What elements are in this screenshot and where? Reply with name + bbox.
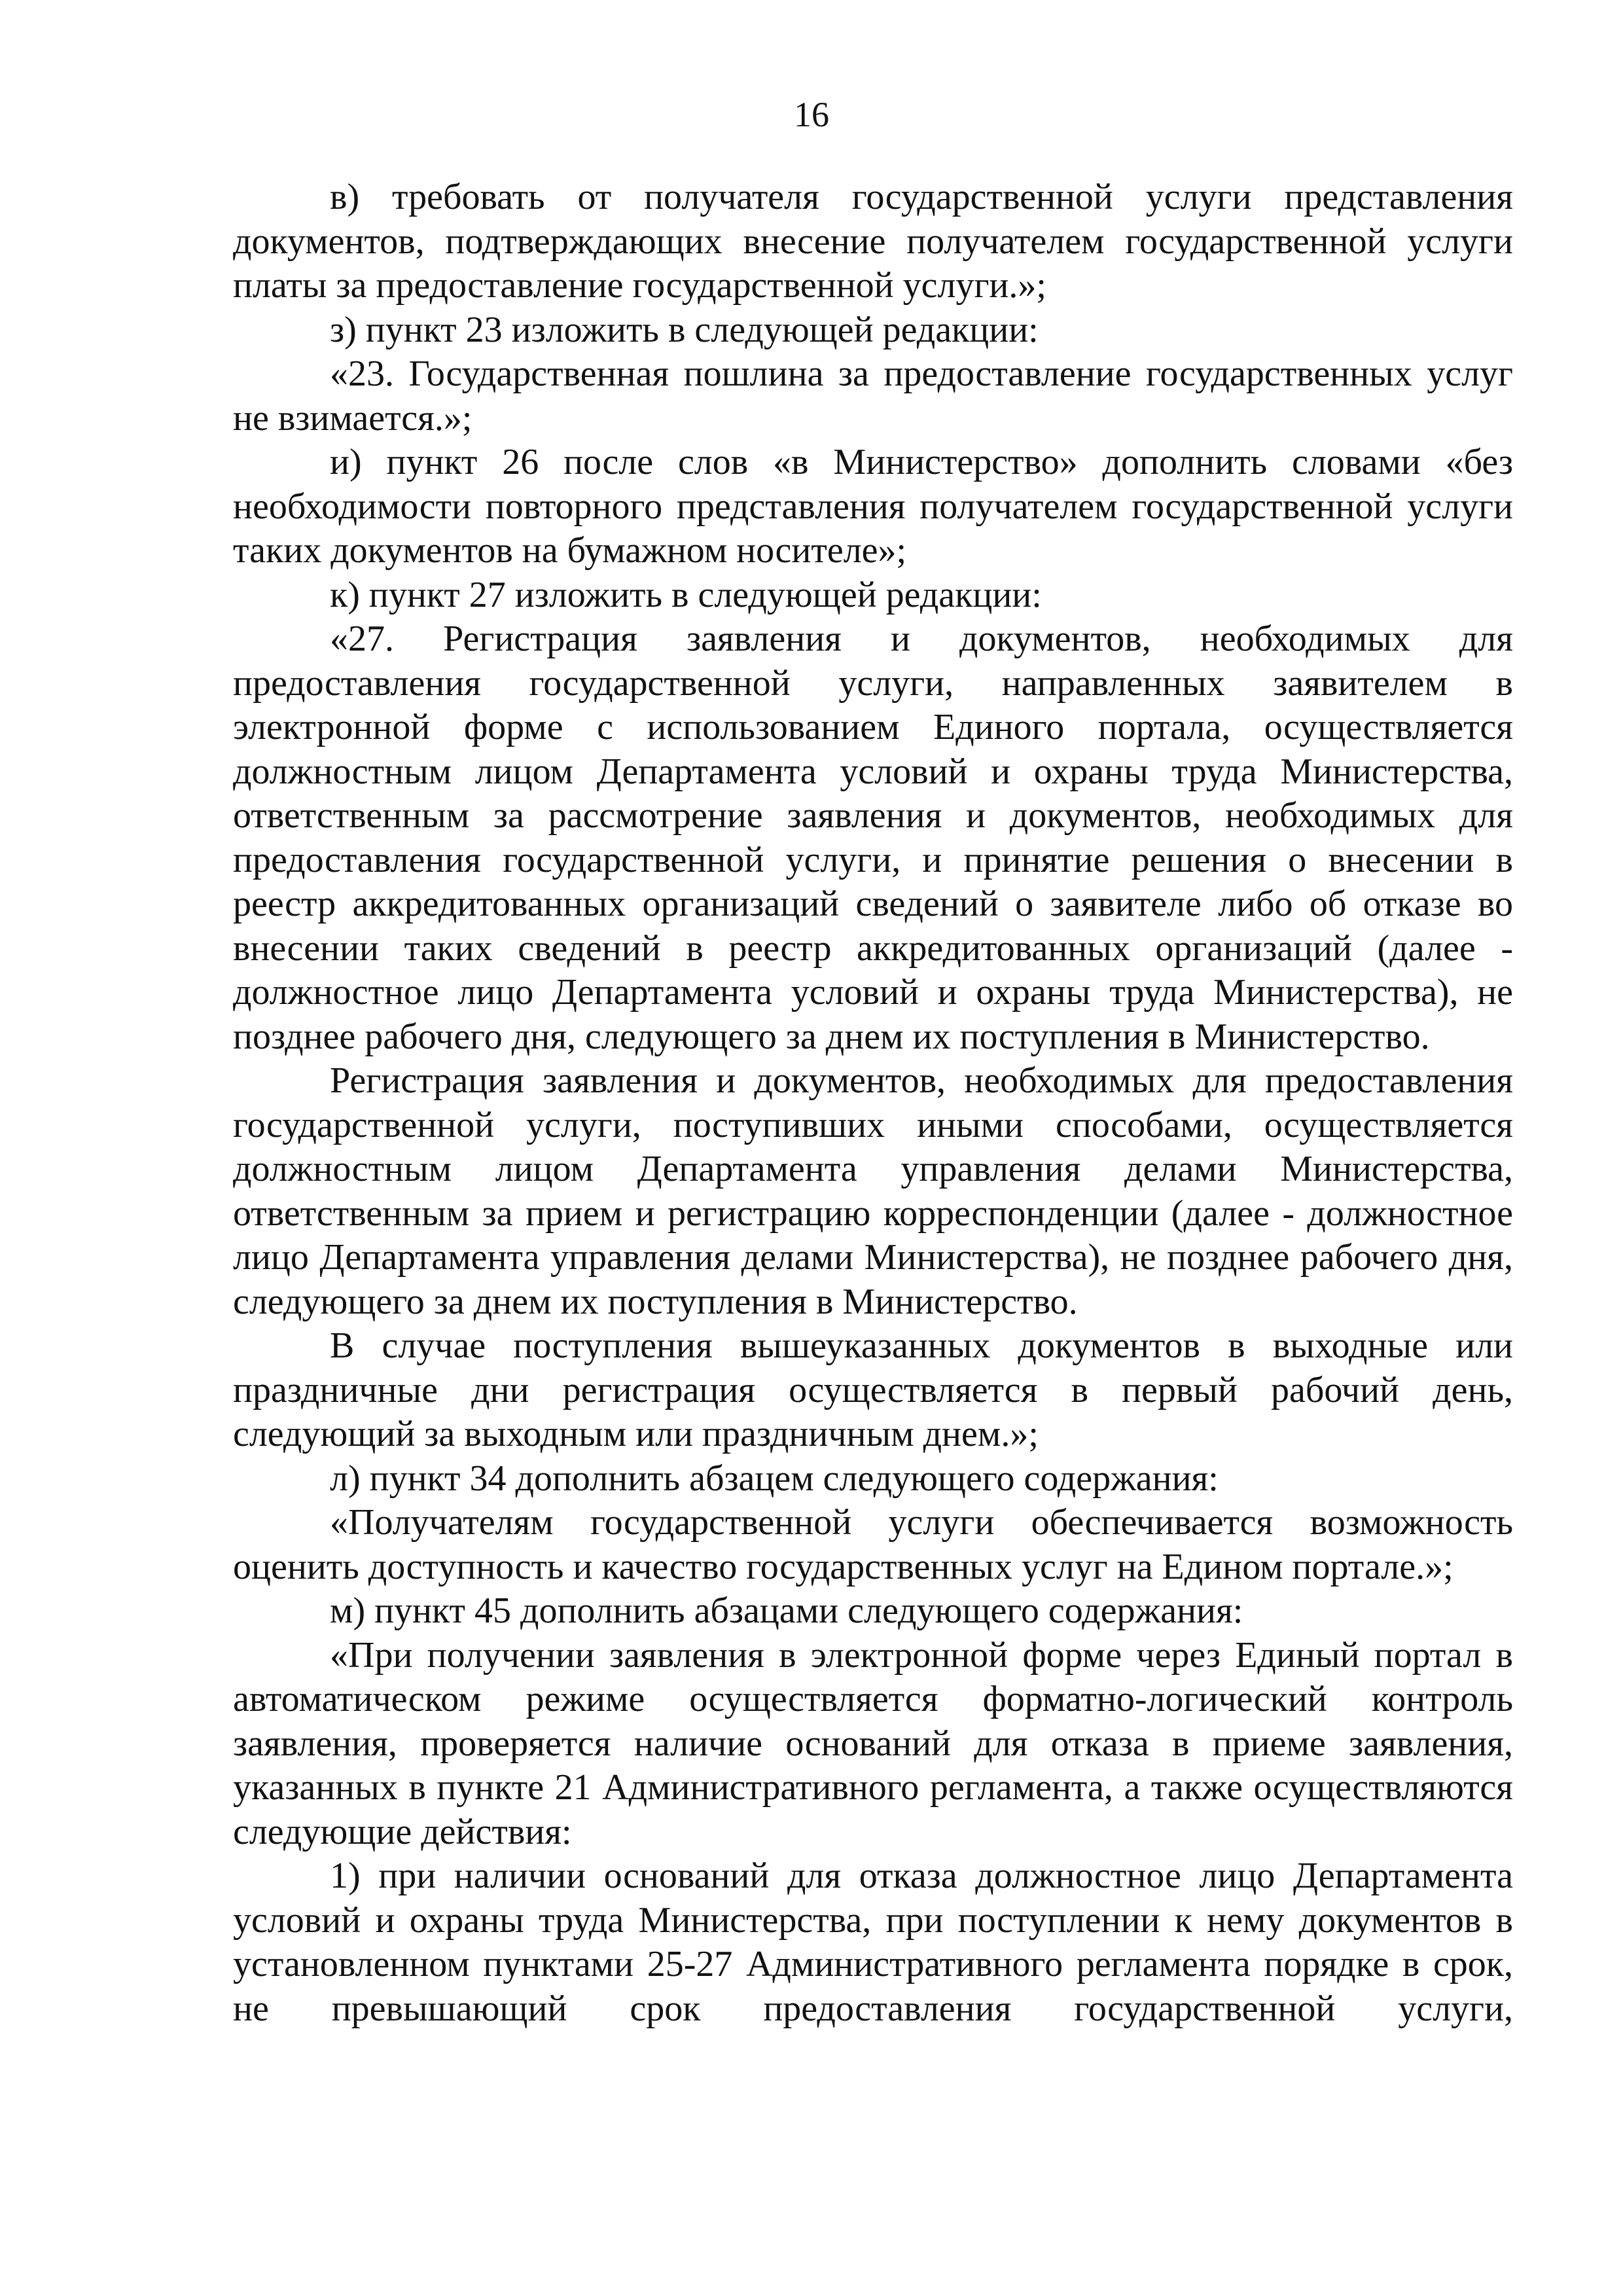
paragraph-point-27-text: «27. Регистрация заявления и документов, необходимых для предоставления государственной услуги, направленных заявителем в электронной форме с использованием Единого портала, осуществляется должностным лицом Департамента условий и охраны труда Министерства, ответственным за рассмотрение заявления и документов, необходимых для предоставления государственной услуги, и принятие решения о внесении в реестр аккредитованных организаций сведений о заявителе либо об отказе во внесении таких сведений в реестр аккредитованных организаций (далее - должностное лицо Департамента условий и охраны труда Министерства), не позднее рабочего дня, следующего за днем их поступления в Министерство. xyxy=(233,619,1513,1057)
paragraph-item-k: к) пункт 27 изложить в следующей редакции: xyxy=(330,574,1042,615)
paragraph-item-i: и) пункт 26 после слов «в Министерство» дополнить словами «без необходимости повторного представления получателем государственной услуги таких документов на бумажном носителе»; xyxy=(233,442,1513,571)
paragraph-item-v: в) требовать от получателя государственной услуги представления документов, подтверждающих внесение получателем государственной услуги платы за предоставление государственной услуги.»; xyxy=(233,177,1513,306)
paragraph-item-l: л) пункт 34 дополнить абзацем следующего содержания: xyxy=(330,1458,1219,1499)
paragraph-subitem-1: 1) при наличии оснований для отказа должностное лицо Департамента условий и охраны труда Министерства, при поступлении к нему документов в установленном пунктами 25-27 Административного регламента порядке в срок, не превышающий срок предоставления государственной услуги, xyxy=(233,1856,1513,2029)
paragraph-registration-other-means: Регистрация заявления и документов, необходимых для предоставления государственной услуги, поступивших иными способами, осуществляется должностным лицом Департамента управления делами Министерства, ответственным за прием и регистрацию корреспонденции (далее - должностное лицо Департамента управления делами Министерства), не позднее рабочего дня, следующего за днем их поступления в Министерство. xyxy=(233,1060,1513,1322)
paragraph-item-z: з) пункт 23 изложить в следующей редакции: xyxy=(330,309,1039,350)
page-number: 16 xyxy=(794,95,829,134)
paragraph-electronic-form-control: «При получении заявления в электронной форме через Единый портал в автоматическом режиме осуществляется форматно-логический контроль заявления, проверяется наличие оснований для отказа в приеме заявления, указанных в пункте 21 Административного регламента, а также осуществляются следующие действия: xyxy=(233,1634,1513,1852)
document-body xyxy=(233,175,1513,2031)
paragraph-point-23-text: «23. Государственная пошлина за предоставление государственных услуг не взимается.»; xyxy=(233,353,1513,439)
paragraph-weekend-registration: В случае поступления вышеуказанных документов в выходные или праздничные дни регистрация осуществляется в первый рабочий день, следующий за выходным или праздничным днем.»; xyxy=(233,1325,1513,1454)
paragraph-item-m: м) пункт 45 дополнить абзацами следующего содержания: xyxy=(330,1590,1243,1631)
paragraph-quality-assessment: «Получателям государственной услуги обеспечивается возможность оценить доступность и качество государственных услуг на Едином портале.»; xyxy=(233,1502,1513,1587)
